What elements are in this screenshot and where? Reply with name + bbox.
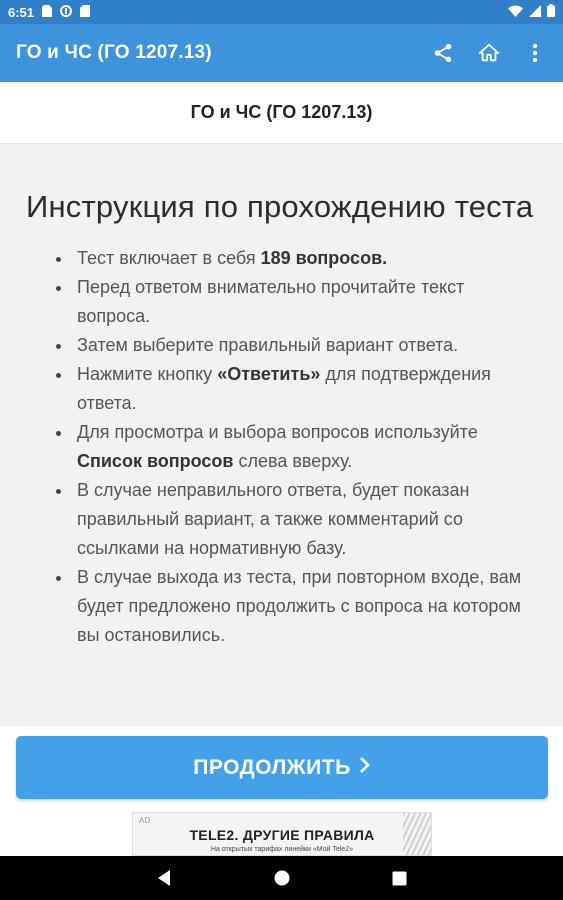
more-vert-icon[interactable] xyxy=(523,41,547,65)
instructions-panel xyxy=(0,144,563,726)
wifi-icon xyxy=(508,5,523,20)
signal-icon xyxy=(529,5,541,20)
status-time: 6:51 xyxy=(8,4,35,20)
sim-card-icon xyxy=(42,5,52,20)
ad-area xyxy=(0,812,563,856)
continue-button[interactable] xyxy=(16,736,548,799)
ad-headline: TELE2. ДРУГИЕ ПРАВИЛА xyxy=(189,827,375,843)
system-nav-bar xyxy=(0,856,563,900)
instruction-item: Перед ответом внимательно прочитайте текст вопроса. xyxy=(26,273,537,331)
ad-artwork xyxy=(403,813,431,856)
continue-button-label: ПРОДОЛЖИТЬ xyxy=(193,755,351,779)
ad-tag: AD xyxy=(139,816,151,825)
status-bar xyxy=(0,0,563,24)
test-title-header: ГО и ЧС (ГО 1207.13) xyxy=(0,82,563,144)
home-circle-icon[interactable] xyxy=(270,866,294,890)
instructions-list xyxy=(26,244,537,650)
instruction-item: Нажмите кнопку «Ответить» для подтверждения ответа. xyxy=(26,360,537,418)
battery-icon xyxy=(547,4,555,20)
recents-icon[interactable] xyxy=(388,866,412,890)
back-icon[interactable] xyxy=(152,866,176,890)
app-title: ГО и ЧС (ГО 1207.13) xyxy=(16,42,212,63)
chevron-right-icon xyxy=(359,756,371,780)
data-saver-icon xyxy=(60,5,72,20)
ad-subtext: На открытых тарифах линейки «Мой Tele2» xyxy=(210,846,354,853)
share-icon[interactable] xyxy=(431,41,455,65)
home-icon[interactable] xyxy=(477,41,501,65)
instruction-item: В случае выхода из теста, при повторном входе, вам будет предложено продолжить с вопроса на котором вы остановились. xyxy=(26,563,537,650)
instruction-item: Затем выберите правильный вариант ответа. xyxy=(26,331,537,360)
instruction-item: В случае неправильного ответа, будет показан правильный вариант, а также комментарий со ссылками на нормативную базу. xyxy=(26,476,537,563)
sd-card-icon xyxy=(80,5,90,20)
instruction-item: Тест включает в себя 189 вопросов. xyxy=(26,244,537,273)
instruction-item: Для просмотра и выбора вопросов используйте Список вопросов слева вверху. xyxy=(26,418,537,476)
button-area xyxy=(0,726,563,812)
instructions-heading: Инструкция по прохождению теста xyxy=(26,189,534,224)
app-bar xyxy=(0,24,563,82)
ad-banner[interactable] xyxy=(132,812,432,856)
